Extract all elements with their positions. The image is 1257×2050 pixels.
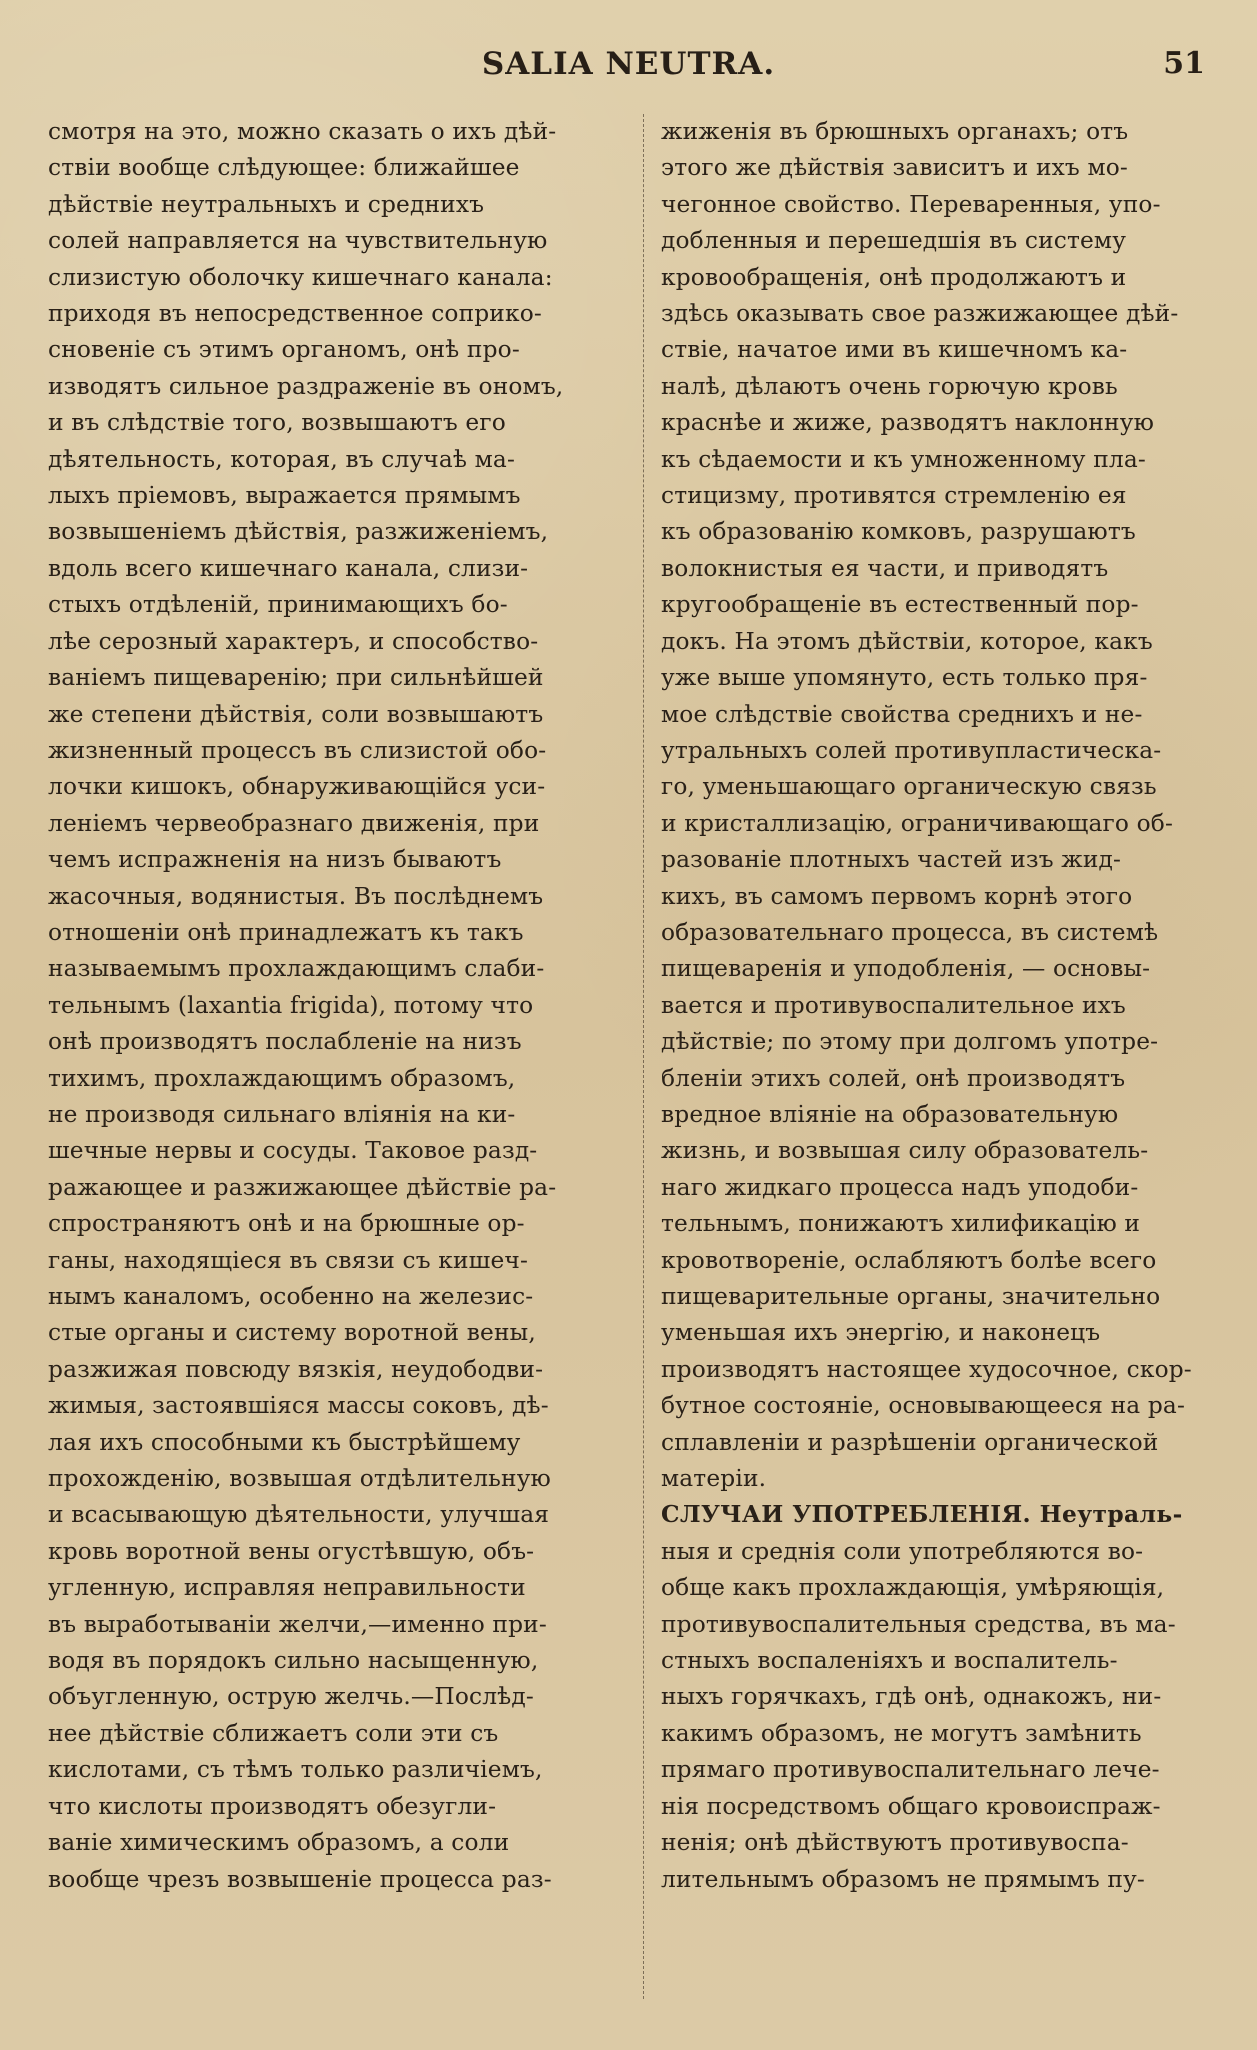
left-line: лѣе серозный характеръ, и способство- [48,627,539,655]
column-divider [643,114,645,1999]
right-line: уже выше упомянуто, есть только пря- [661,664,1148,692]
text-columns [48,114,1209,2012]
right-line: стныхъ воспаленіяхъ и воспалитель- [661,1647,1118,1675]
right-line: прямаго противувоспалительнаго лече- [661,1756,1160,1784]
left-line: и въ слѣдствіе того, возвышаютъ его [48,409,506,437]
left-line: приходя въ непосредственное соприко- [48,300,542,328]
right-line: налѣ, дѣлаютъ очень горючую кровь [661,372,1118,400]
left-line: шечные нервы и сосуды. Таковое разд- [48,1137,538,1165]
right-line: добленныя и перешедшія въ систему [661,227,1127,255]
right-line: какимъ образомъ, не могутъ замѣнить [661,1719,1142,1747]
left-line: ствіи вообще слѣдующее: ближайшее [48,154,520,182]
left-line: жасочныя, водянистыя. Въ послѣднемъ [48,882,544,910]
right-line: волокнистыя ея части, и приводятъ [661,554,1109,582]
right-line: ствіе, начатое ими въ кишечномъ ка- [661,336,1128,364]
right-line: противувоспалительныя средства, въ ма- [661,1610,1176,1638]
right-line: мое слѣдствіе свойства среднихъ и не- [661,700,1143,728]
left-line: дѣятельность, которая, въ случаѣ ма- [48,445,515,473]
left-line: же степени дѣйствія, соли возвышаютъ [48,700,544,728]
left-line: не производя сильнаго вліянія на ки- [48,1100,516,1128]
left-line: жизненный процессъ въ слизистой обо- [48,736,547,764]
right-line: производятъ настоящее худосочное, скор- [661,1355,1192,1383]
right-line: го, уменьшающаго органическую связь [661,773,1157,801]
left-line: возвышеніемъ дѣйствія, разжиженіемъ, [48,518,549,546]
right-line: и кристаллизацію, ограничивающаго об- [661,809,1173,837]
left-line: солей направляется на чувствительную [48,227,548,255]
left-line: вообще чрезъ возвышеніе процесса раз- [48,1865,552,1893]
left-line: леніемъ червеобразнаго движенія, при [48,809,540,837]
right-line: ныхъ горячкахъ, гдѣ онѣ, однакожъ, ни- [661,1683,1162,1711]
left-line: смотря на это, можно сказать о ихъ дѣй- [48,118,557,145]
left-line: вдоль всего кишечнаго канала, слизи- [48,554,529,582]
right-line: вредное вліяніе на образовательную [661,1100,1119,1128]
left-line: дѣйствіе неутральныхъ и среднихъ [48,190,485,218]
right-line: чегонное свойство. Переваренныя, упо- [661,190,1161,218]
left-column [48,114,594,2012]
right-line: здѣсь оказывать свое разжижающее дѣй- [661,300,1179,328]
right-line: кровотвореніе, ослабляютъ болѣе всего [661,1246,1157,1274]
left-line: сновеніе съ этимъ органомъ, онѣ про- [48,336,520,364]
right-line: этого же дѣйствія зависитъ и ихъ мо- [661,154,1128,182]
left-line: разжижая повсюду вязкія, неудободви- [48,1355,544,1383]
left-line: водя въ порядокъ сильно насыщенную, [48,1647,539,1675]
left-line: что кислоты производятъ обезугли- [48,1792,497,1820]
right-line: кихъ, въ самомъ первомъ корнѣ этого [661,882,1133,910]
left-line: нее дѣйствіе сближаетъ соли эти съ [48,1719,499,1747]
left-line: ваніемъ пищеваренію; при сильнѣйшей [48,664,544,692]
right-line: пищеваренія и уподобленія, — основы- [661,955,1151,983]
left-line: называемымъ прохлаждающимъ слаби- [48,955,545,983]
left-line: прохожденію, возвышая отдѣлительную [48,1465,551,1493]
right-line: дѣйствіе; по этому при долгомъ употре- [661,1028,1159,1056]
right-line: нія посредствомъ общаго кровоиспраж- [661,1792,1161,1820]
left-line: чемъ испражненія на низъ бываютъ [48,846,502,874]
right-line: ныя и среднія соли употребляются во- [661,1537,1144,1565]
left-line: кровь воротной вены огустѣвшую, объ- [48,1537,535,1565]
right-line: пищеварительные органы, значительно [661,1283,1161,1310]
left-line: изводятъ сильное раздраженіе въ ономъ, [48,372,564,400]
right-line: СЛУЧАИ УПОТРЕБЛЕНІЯ. Неутраль- [661,1501,1183,1529]
right-line: ненія; онѣ дѣйствуютъ противувоспа- [661,1829,1129,1857]
left-line: кислотами, съ тѣмъ только различіемъ, [48,1756,543,1784]
right-line: стицизму, противятся стремленію ея [661,482,1127,510]
right-line: утральныхъ солей противупластическа- [661,736,1162,764]
left-line: жимыя, застоявшіяся массы соковъ, дѣ- [48,1392,549,1420]
left-line: лочки кишокъ, обнаруживающійся уси- [48,773,546,801]
right-line: уменьшая ихъ энергію, и наконецъ [661,1319,1101,1347]
right-line: тельнымъ, понижаютъ хилификацію и [661,1210,1141,1238]
right-column [661,114,1209,2012]
left-line: въ выработываніи желчи,—именно при- [48,1610,547,1638]
right-line: кровообращенія, онѣ продолжаютъ и [661,263,1127,291]
right-line: лительнымъ образомъ не прямымъ пу- [661,1865,1145,1893]
left-line: тихимъ, прохлаждающимъ образомъ, [48,1064,516,1092]
right-line: докъ. На этомъ дѣйствіи, которое, какъ [661,627,1153,655]
right-line: къ образованію комковъ, разрушаютъ [661,518,1136,546]
left-line: спространяютъ онѣ и на брюшные ор- [48,1210,525,1238]
right-line: жиженія въ брюшныхъ органахъ; отъ [661,118,1129,145]
right-line: бленіи этихъ солей, онѣ производятъ [661,1064,1126,1092]
left-line: ганы, находящіеся въ связи съ кишеч- [48,1246,528,1274]
right-line: краснѣе и жиже, разводятъ наклонную [661,409,1155,437]
page-header [48,40,1209,88]
left-line: нымъ каналомъ, особенно на железис- [48,1283,534,1310]
right-line: къ сѣдаемости и къ умноженному пла- [661,445,1146,473]
right-line: вается и противувоспалительное ихъ [661,991,1126,1019]
left-line: онѣ производятъ послабленіе на низъ [48,1028,522,1056]
left-line: слизистую оболочку кишечнаго канала: [48,263,553,291]
left-line: тельнымъ (laxantia frigida), потому что [48,991,534,1019]
right-line: матеріи. [661,1465,767,1493]
right-line: обще какъ прохлаждающія, умѣряющія, [661,1574,1165,1602]
running-head: SALIA NEUTRA. [481,46,776,82]
left-line: угленную, исправляя неправильности [48,1574,526,1602]
right-line: разованіе плотныхъ частей изъ жид- [661,846,1122,874]
left-line: ваніе химическимъ образомъ, а соли [48,1829,510,1857]
left-line: стыхъ отдѣленій, принимающихъ бо- [48,591,508,619]
right-line: сплавленіи и разрѣшеніи органической [661,1428,1159,1456]
left-line: лыхъ пріемовъ, выражается прямымъ [48,482,521,510]
right-line: жизнь, и возвышая силу образователь- [661,1137,1149,1165]
left-line: стые органы и систему воротной вены, [48,1319,536,1347]
right-line: бутное состояніе, основывающееся на ра- [661,1392,1185,1420]
left-line: лая ихъ способными къ быстрѣйшему [48,1428,521,1456]
left-line: и всасывающую дѣятельности, улучшая [48,1501,550,1529]
page-number: 51 [1163,46,1205,81]
right-line: кругообращеніе въ естественный пор- [661,591,1139,619]
left-line: объугленную, острую желчь.—Послѣд- [48,1683,534,1711]
left-line: отношеніи онѣ принадлежатъ къ такъ [48,918,524,946]
right-line: наго жидкаго процесса надъ уподоби- [661,1173,1139,1201]
left-line: ражающее и разжижающее дѣйствіе ра- [48,1173,557,1201]
right-line: образовательнаго процесса, въ системѣ [661,918,1159,946]
